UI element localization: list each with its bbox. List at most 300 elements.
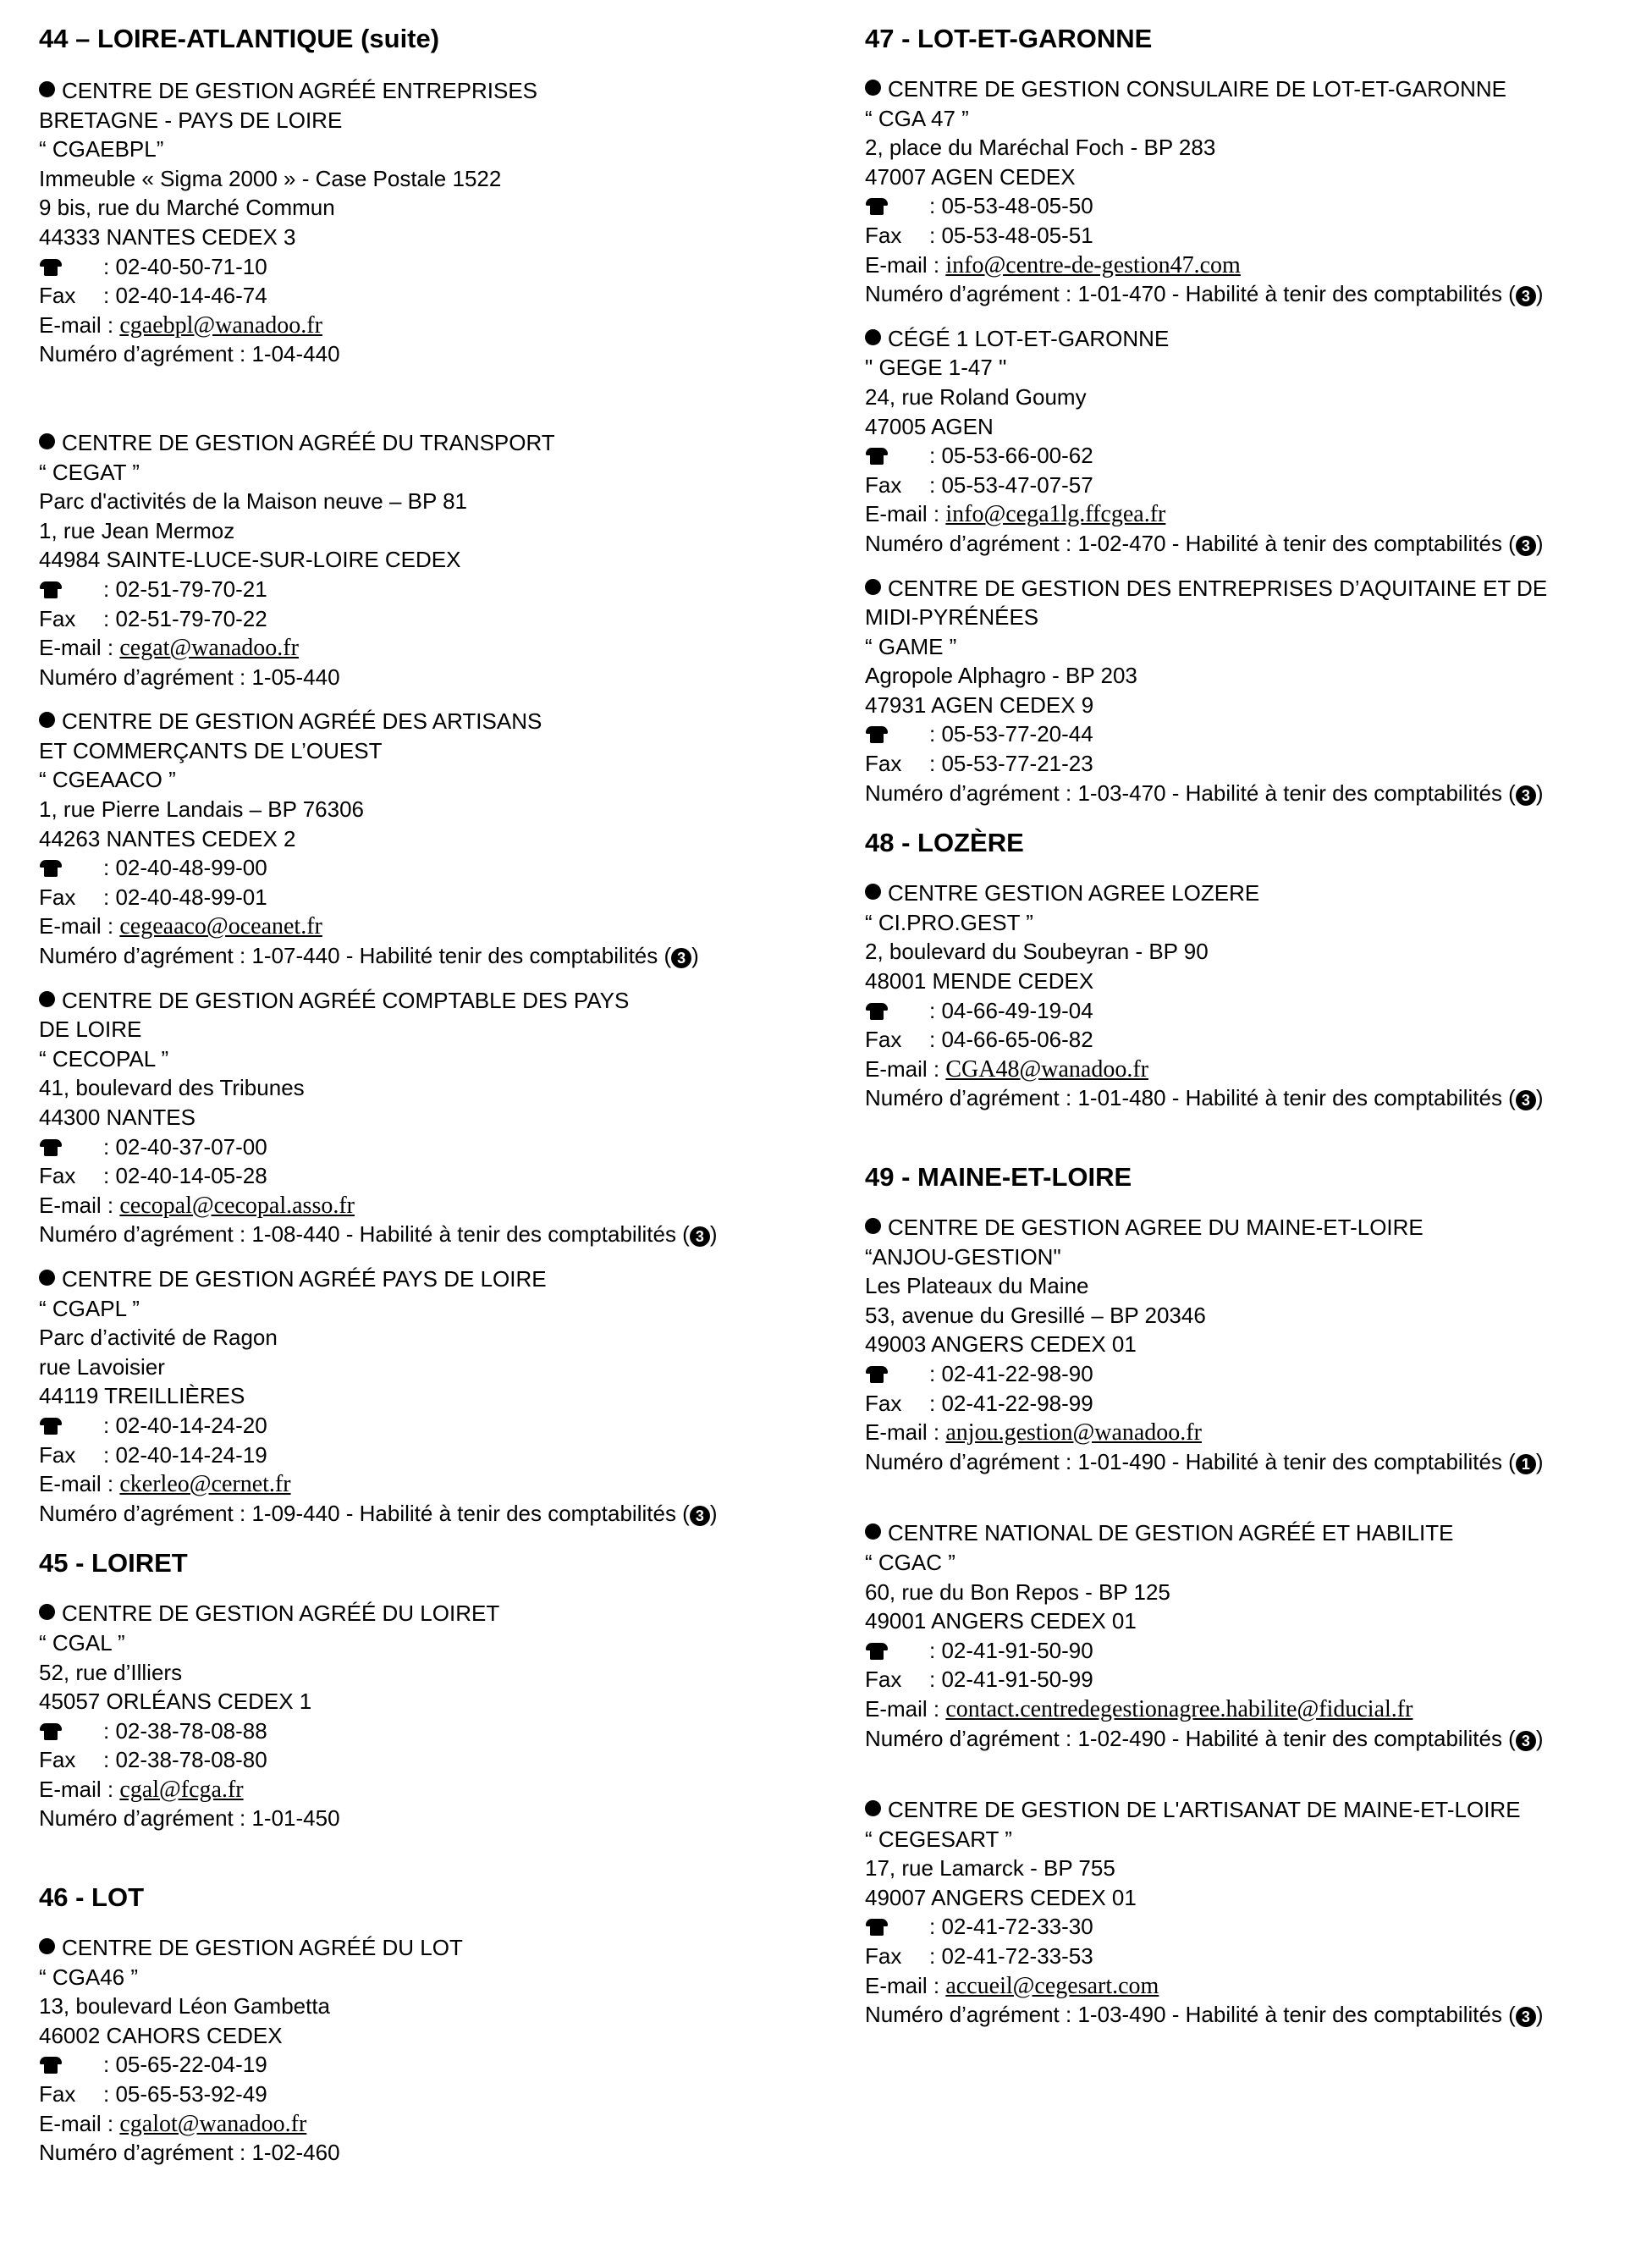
colon: :	[103, 855, 110, 881]
telephone-icon	[865, 448, 889, 465]
section-heading: 49 - MAINE-ET-LOIRE	[865, 1162, 1132, 1192]
bullet-icon	[39, 433, 55, 449]
address-text: Parc d'activités de la Maison neuve – BP 81	[39, 488, 467, 515]
address-text: 47931 AGEN CEDEX 9	[865, 691, 1094, 718]
phone-line	[39, 2050, 851, 2080]
fax-line	[865, 1665, 1652, 1694]
colon: :	[929, 1667, 936, 1693]
telephone-icon	[865, 1919, 889, 1936]
agrement-number: 1-03-470	[1077, 780, 1166, 806]
agrement-line	[865, 1724, 1652, 1754]
address-text: 44984 SAINTE-LUCE-SUR-LOIRE CEDEX	[39, 547, 461, 573]
address-line	[39, 1381, 851, 1411]
fax-number: 04-66-65-06-82	[941, 1027, 1093, 1053]
bullet-icon	[865, 1523, 881, 1540]
phone-number: 02-51-79-70-21	[115, 576, 267, 602]
phone-line	[865, 1636, 1652, 1666]
address-text: 52, rue d’Illiers	[39, 1659, 183, 1685]
address-text: Les Plateaux du Maine	[865, 1273, 1089, 1299]
bullet-icon	[39, 1270, 55, 1286]
fax-label: Fax	[39, 1441, 76, 1468]
email-label: E-mail :	[865, 1695, 940, 1722]
bullet-icon	[39, 712, 55, 728]
phone-label	[39, 1716, 103, 1746]
agrement-line	[39, 339, 851, 369]
bullet-icon	[865, 1218, 881, 1234]
agrement-line	[39, 663, 851, 692]
address-line	[39, 1103, 851, 1132]
email-link[interactable]: cecopal@cecopal.asso.fr	[119, 1192, 355, 1219]
agrement-label: Numéro d’agrément :	[39, 1805, 246, 1832]
address-text: 47005 AGEN	[865, 413, 994, 439]
bullet-icon	[39, 1604, 55, 1620]
address-line	[39, 765, 851, 795]
circled-number: 3	[690, 1506, 710, 1526]
right-column	[865, 22, 1652, 2030]
fax-number: 02-40-14-46-74	[115, 283, 267, 309]
colon: :	[103, 1133, 110, 1160]
center-name-text: CENTRE DE GESTION AGRÉÉ PAYS DE LOIRE	[62, 1265, 547, 1292]
address-line	[39, 736, 851, 766]
fax-line	[39, 1161, 851, 1191]
address-line	[865, 1301, 1652, 1331]
center-entry	[39, 428, 851, 691]
agrement-line	[39, 1804, 851, 1833]
address-line	[39, 1294, 851, 1324]
colon: :	[103, 1717, 110, 1744]
section-heading: 48 - LOZÈRE	[865, 828, 1024, 858]
agrement-number: 1-03-490	[1077, 2002, 1166, 2028]
section-heading: 44 – LOIRE-ATLANTIQUE (suite)	[39, 24, 440, 53]
telephone-icon	[865, 1003, 889, 1020]
circled-number: 3	[1516, 785, 1536, 806]
address-text: Immeuble « Sigma 2000 » - Case Postale 1522	[39, 165, 502, 191]
address-line	[865, 1606, 1652, 1636]
agrement-label: Numéro d’agrément :	[39, 341, 246, 367]
fax-label: Fax	[865, 222, 902, 248]
telephone-icon	[39, 1418, 63, 1435]
fax-number: 02-40-14-05-28	[115, 1163, 267, 1189]
address-text: 1, rue Pierre Landais – BP 76306	[39, 796, 365, 823]
center-name	[865, 74, 1652, 104]
agrement-label: Numéro d’agrément :	[39, 1500, 246, 1526]
email-link[interactable]: cgalot@wanadoo.fr	[119, 2110, 307, 2137]
address-line	[39, 516, 851, 546]
close-paren: )	[1535, 530, 1544, 556]
address-line	[865, 383, 1652, 412]
address-text: DE LOIRE	[39, 1017, 142, 1043]
address-line	[39, 1044, 851, 1074]
center-name	[39, 1264, 851, 1294]
phone-line	[39, 1132, 851, 1162]
habilite-text: - Habilité à tenir des comptabilités (	[1165, 281, 1516, 307]
phone-number: 02-41-91-50-90	[941, 1637, 1093, 1663]
colon: :	[103, 253, 110, 279]
telephone-icon	[39, 2057, 63, 2074]
center-name	[865, 879, 1652, 908]
center-name-text: CENTRE DE GESTION CONSULAIRE DE LOT-ET-GARONNE	[888, 76, 1506, 102]
phone-number: 02-40-50-71-10	[115, 253, 267, 279]
address-line	[865, 967, 1652, 996]
agrement-number: 1-02-460	[251, 2140, 340, 2166]
center-name-text: CENTRE NATIONAL DE GESTION AGRÉÉ ET HABILITE	[888, 1520, 1454, 1546]
address-text: 60, rue du Bon Repos - BP 125	[865, 1579, 1170, 1605]
email-link[interactable]: cegat@wanadoo.fr	[119, 635, 299, 662]
phone-label	[39, 2050, 103, 2080]
email-label: E-mail :	[865, 1055, 940, 1082]
fax-line	[865, 1025, 1652, 1055]
habilite-text: - Habilité à tenir des comptabilités (	[1165, 2002, 1516, 2028]
address-text: 41, boulevard des Tribunes	[39, 1075, 305, 1101]
fax-line	[865, 471, 1652, 500]
phone-label	[39, 252, 103, 282]
agrement-line	[39, 1499, 851, 1529]
address-text: 44263 NANTES CEDEX 2	[39, 825, 296, 851]
section-heading: 46 - LOT	[39, 1882, 145, 1913]
address-line	[39, 1687, 851, 1716]
email-line	[39, 1469, 851, 1499]
fax-line	[865, 749, 1652, 779]
fax-line	[39, 604, 851, 634]
fax-label: Fax	[39, 1747, 76, 1773]
circled-number: 1	[1516, 1454, 1536, 1474]
address-line	[865, 1330, 1652, 1359]
bullet-icon	[865, 579, 881, 595]
fax-line	[39, 2080, 851, 2109]
fax-label: Fax	[39, 1163, 76, 1189]
address-text: 2, boulevard du Soubeyran - BP 90	[865, 939, 1209, 965]
center-name-text: CENTRE GESTION AGREE LOZERE	[888, 880, 1260, 906]
phone-number: 02-40-14-24-20	[115, 1412, 267, 1438]
email-label: E-mail :	[39, 635, 114, 661]
address-line	[39, 1353, 851, 1382]
fax-label: Fax	[865, 1943, 902, 1970]
address-line	[865, 908, 1652, 938]
agrement-label: Numéro d’agrément :	[39, 2140, 246, 2166]
center-entry	[865, 1213, 1652, 1476]
center-entry	[865, 1518, 1652, 1753]
fax-label: Fax	[39, 605, 76, 631]
email-link[interactable]: info@cega1lg.ffcgea.fr	[945, 501, 1166, 528]
phone-label	[865, 1636, 929, 1666]
telephone-icon	[39, 259, 63, 276]
habilite-text: - Habilité à tenir des comptabilités (	[339, 1221, 690, 1248]
colon: :	[929, 1027, 936, 1053]
fax-number: 02-41-22-98-99	[941, 1390, 1093, 1416]
phone-line	[865, 1359, 1652, 1389]
agrement-line	[865, 779, 1652, 808]
address-text: Parc d’activité de Ragon	[39, 1325, 278, 1351]
agrement-number: 1-08-440	[251, 1221, 340, 1248]
address-line	[39, 1658, 851, 1688]
center-name	[39, 986, 851, 1016]
close-paren: )	[1535, 1085, 1544, 1111]
bullet-icon	[865, 1800, 881, 1816]
address-line	[39, 1073, 851, 1103]
phone-line	[865, 719, 1652, 749]
colon: :	[103, 884, 110, 910]
address-line	[865, 133, 1652, 163]
email-link[interactable]: contact.centredegestionagree.habilite@fiducial.fr	[945, 1695, 1413, 1722]
close-paren: )	[691, 943, 699, 969]
phone-number: 02-40-37-07-00	[115, 1133, 267, 1160]
email-line	[865, 1694, 1652, 1724]
agrement-line	[39, 941, 851, 971]
phone-line	[865, 996, 1652, 1026]
close-paren: )	[709, 1500, 718, 1526]
email-link[interactable]: cgal@fcga.fr	[119, 1776, 244, 1803]
fax-line	[865, 1942, 1652, 1971]
address-line	[39, 164, 851, 194]
center-name	[865, 1518, 1652, 1548]
telephone-icon	[865, 1643, 889, 1660]
bullet-icon	[39, 1938, 55, 1954]
agrement-number: 1-07-440	[251, 943, 340, 969]
center-entry	[865, 1795, 1652, 2030]
address-line	[865, 661, 1652, 691]
address-line	[865, 1271, 1652, 1301]
agrement-line	[39, 2138, 851, 2168]
center-name	[39, 76, 851, 106]
fax-number: 05-53-77-21-23	[941, 751, 1093, 777]
center-entry	[865, 74, 1652, 309]
colon: :	[929, 471, 936, 498]
phone-line	[39, 1716, 851, 1746]
fax-label: Fax	[865, 1390, 902, 1416]
address-text: “ CGA46 ”	[39, 1964, 139, 1990]
email-label: E-mail :	[39, 311, 114, 338]
address-line	[865, 1548, 1652, 1578]
email-label: E-mail :	[39, 1776, 114, 1802]
bullet-icon	[865, 884, 881, 900]
phone-number: 05-53-77-20-44	[941, 721, 1093, 747]
fax-number: 02-41-91-50-99	[941, 1667, 1093, 1693]
address-text: 1, rue Jean Mermoz	[39, 517, 235, 543]
close-paren: )	[1535, 780, 1544, 806]
email-label: E-mail :	[39, 1471, 114, 1497]
address-line	[865, 632, 1652, 662]
email-label: E-mail :	[865, 251, 940, 278]
email-line	[39, 633, 851, 663]
address-text: 49001 ANGERS CEDEX 01	[865, 1608, 1137, 1634]
address-line	[39, 193, 851, 223]
address-text: 49007 ANGERS CEDEX 01	[865, 1884, 1137, 1910]
address-line	[39, 1323, 851, 1353]
address-text: BRETAGNE - PAYS DE LOIRE	[39, 107, 343, 133]
habilite-text: - Habilité à tenir des comptabilités (	[1165, 1725, 1516, 1751]
close-paren: )	[709, 1221, 718, 1248]
phone-line	[865, 441, 1652, 471]
fax-number: 02-41-72-33-53	[941, 1943, 1093, 1970]
colon: :	[103, 576, 110, 602]
agrement-number: 1-01-450	[251, 1805, 340, 1832]
agrement-number: 1-04-440	[251, 341, 340, 367]
email-label: E-mail :	[39, 913, 114, 939]
address-text: 49003 ANGERS CEDEX 01	[865, 1331, 1137, 1358]
center-name-text: CENTRE DE GESTION AGRÉÉ ENTREPRISES	[62, 78, 537, 103]
phone-number: 05-53-66-00-62	[941, 443, 1093, 469]
center-name	[39, 707, 851, 736]
fax-label: Fax	[39, 2081, 76, 2107]
circled-number: 3	[1516, 1090, 1536, 1110]
fax-label: Fax	[865, 471, 902, 498]
center-name	[865, 324, 1652, 354]
colon: :	[929, 193, 936, 219]
colon: :	[929, 1390, 936, 1416]
fax-label: Fax	[865, 751, 902, 777]
email-link[interactable]: CGA48@wanadoo.fr	[945, 1055, 1148, 1083]
address-text: MIDI-PYRÉNÉES	[865, 604, 1039, 631]
agrement-label: Numéro d’agrément :	[39, 943, 246, 969]
phone-number: 02-40-48-99-00	[115, 855, 267, 881]
phone-line	[865, 1912, 1652, 1942]
email-link[interactable]: info@centre-de-gestion47.com	[945, 251, 1241, 278]
address-line	[39, 545, 851, 575]
address-text: 53, avenue du Gresillé – BP 20346	[865, 1302, 1206, 1328]
phone-label	[865, 996, 929, 1026]
address-line	[865, 163, 1652, 192]
email-line	[865, 1055, 1652, 1084]
center-entry	[39, 986, 851, 1249]
center-entry	[39, 76, 851, 369]
address-text: “ GAME ”	[865, 633, 957, 659]
address-text: “ CGAL ”	[39, 1629, 125, 1656]
address-line	[865, 1242, 1652, 1272]
address-text: 13, boulevard Léon Gambetta	[39, 1993, 331, 2019]
fax-label: Fax	[865, 1027, 902, 1053]
center-name	[39, 428, 851, 458]
address-line	[865, 603, 1652, 632]
fax-number: 02-40-48-99-01	[115, 884, 267, 910]
colon: :	[929, 997, 936, 1023]
bullet-icon	[865, 80, 881, 96]
phone-line	[865, 191, 1652, 221]
email-line	[865, 1418, 1652, 1447]
agrement-number: 1-01-480	[1077, 1085, 1166, 1111]
telephone-icon	[39, 581, 63, 598]
telephone-icon	[39, 1139, 63, 1156]
center-entry	[39, 1264, 851, 1528]
fax-line	[865, 1389, 1652, 1419]
email-link[interactable]: cegeaaco@oceanet.fr	[119, 913, 322, 940]
telephone-icon	[39, 1723, 63, 1740]
email-label: E-mail :	[865, 501, 940, 527]
email-line	[39, 2109, 851, 2139]
agrement-number: 1-01-490	[1077, 1448, 1166, 1474]
fax-number: 02-51-79-70-22	[115, 605, 267, 631]
email-link[interactable]: cgaebpl@wanadoo.fr	[119, 311, 322, 339]
habilite-text: - Habilité à tenir des comptabilités (	[1165, 780, 1516, 806]
habilite-text: - Habilité tenir des comptabilités (	[339, 943, 672, 969]
habilite-text: - Habilité à tenir des comptabilités (	[1165, 530, 1516, 556]
fax-label: Fax	[39, 884, 76, 910]
email-line	[865, 1971, 1652, 2001]
address-text: 17, rue Lamarck - BP 755	[865, 1855, 1115, 1882]
address-line	[39, 223, 851, 252]
address-text: “ CGAEBPL”	[39, 136, 164, 163]
colon: :	[103, 1412, 110, 1438]
address-text: 44333 NANTES CEDEX 3	[39, 223, 296, 250]
address-line	[39, 2021, 851, 2051]
agrement-number: 1-09-440	[251, 1500, 340, 1526]
center-entry	[39, 707, 851, 970]
address-line	[865, 1854, 1652, 1883]
agrement-line	[865, 2000, 1652, 2030]
colon: :	[103, 1441, 110, 1468]
email-label: E-mail :	[865, 1419, 940, 1446]
email-link[interactable]: ckerleo@cernet.fr	[119, 1471, 291, 1498]
center-entry	[39, 1933, 851, 2168]
address-line	[39, 106, 851, 135]
address-text: Agropole Alphagro - BP 203	[865, 663, 1137, 689]
fax-number: 05-65-53-92-49	[115, 2081, 267, 2107]
phone-number: 05-53-48-05-50	[941, 193, 1093, 219]
phone-label	[865, 719, 929, 749]
address-line	[865, 1825, 1652, 1854]
address-text: " GEGE 1-47 "	[865, 355, 1007, 381]
address-line	[865, 1578, 1652, 1607]
address-line	[39, 1992, 851, 2021]
center-entry	[39, 1599, 851, 1833]
address-line	[39, 487, 851, 516]
agrement-label: Numéro d’agrément :	[865, 1085, 1072, 1111]
telephone-icon	[865, 198, 889, 215]
phone-label	[865, 1359, 929, 1389]
address-line	[39, 795, 851, 824]
close-paren: )	[1535, 1725, 1544, 1751]
email-link[interactable]: anjou.gestion@wanadoo.fr	[945, 1419, 1202, 1446]
address-text: 2, place du Maréchal Foch - BP 283	[865, 135, 1216, 161]
email-link[interactable]: accueil@cegesart.com	[945, 1972, 1159, 1999]
phone-label	[865, 191, 929, 221]
colon: :	[103, 1747, 110, 1773]
address-text: 47007 AGEN CEDEX	[865, 163, 1076, 190]
address-text: “ CGEAACO ”	[39, 767, 176, 793]
email-line	[865, 499, 1652, 529]
circled-number: 3	[690, 1226, 710, 1247]
address-text: “ CGAPL ”	[39, 1295, 140, 1321]
fax-number: 02-40-14-24-19	[115, 1441, 267, 1468]
fax-line	[39, 1745, 851, 1775]
colon: :	[929, 1914, 936, 1940]
agrement-number: 1-02-470	[1077, 530, 1166, 556]
agrement-line	[865, 529, 1652, 559]
agrement-number: 1-05-440	[251, 664, 340, 690]
fax-line	[39, 281, 851, 311]
colon: :	[929, 721, 936, 747]
center-name-text: CENTRE DE GESTION AGRÉÉ DU TRANSPORT	[62, 429, 555, 455]
agrement-line	[865, 1447, 1652, 1477]
colon: :	[929, 751, 936, 777]
center-entry	[865, 879, 1652, 1113]
bullet-icon	[39, 991, 55, 1007]
fax-number: 05-53-48-05-51	[941, 222, 1093, 248]
center-name	[39, 1599, 851, 1628]
agrement-line	[865, 1083, 1652, 1113]
center-name	[865, 574, 1652, 603]
email-label: E-mail :	[865, 1972, 940, 1998]
fax-line	[39, 883, 851, 912]
phone-line	[39, 575, 851, 604]
phone-line	[39, 853, 851, 883]
habilite-text: - Habilité à tenir des comptabilités (	[1165, 1448, 1516, 1474]
agrement-label: Numéro d’agrément :	[865, 530, 1072, 556]
address-text: “ CEGESART ”	[865, 1826, 1012, 1852]
colon: :	[929, 1943, 936, 1970]
agrement-label: Numéro d’agrément :	[865, 2002, 1072, 2028]
email-line	[39, 311, 851, 340]
phone-number: 02-38-78-08-88	[115, 1717, 267, 1744]
